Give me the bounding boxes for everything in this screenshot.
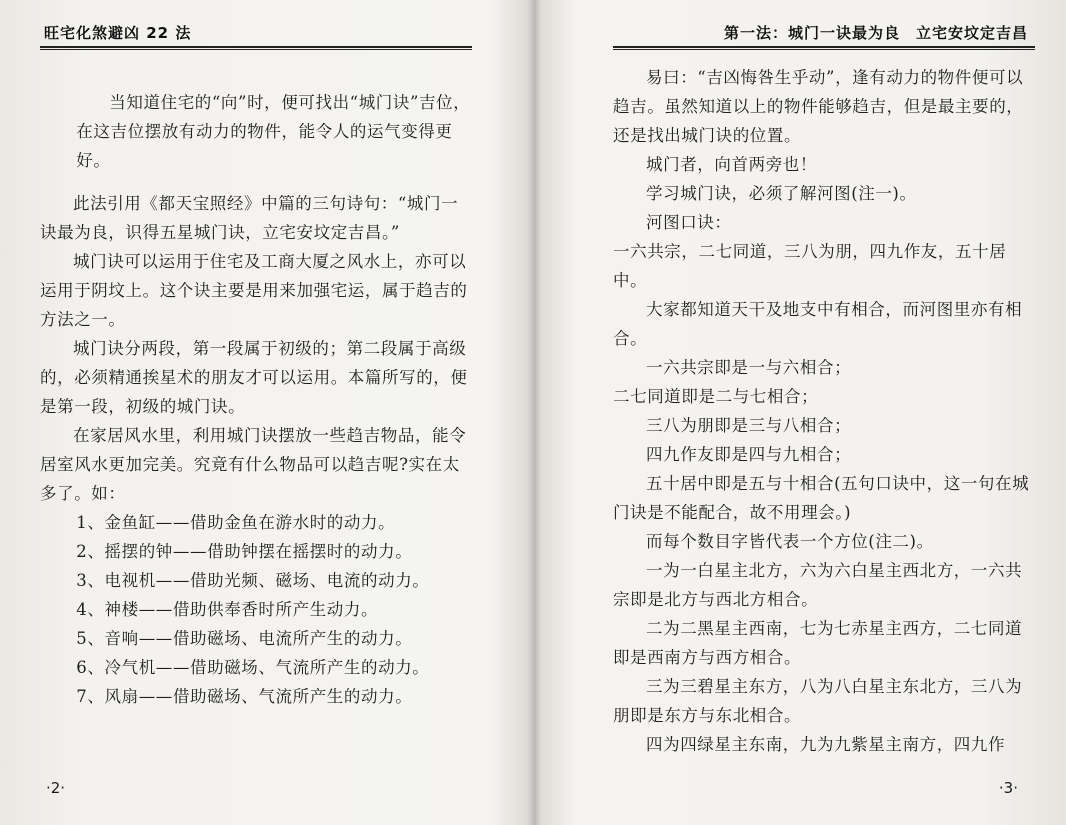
right-paragraph-12: 而每个数目字皆代表一个方位(注二)。 bbox=[646, 532, 934, 551]
right-page-body bbox=[613, 63, 1039, 759]
right-paragraph-4: 河图口诀： bbox=[646, 213, 732, 232]
list-item-4: 4、神楼——借助供奉香时所产生动力。 bbox=[76, 600, 379, 619]
right-page-number: ·3· bbox=[998, 779, 1018, 797]
left-paragraph-2: 城门诀可以运用于住宅及工商大厦之风水上，亦可以运用于阴坟上。这个诀主要是用来加强宅运，属于趋吉的方法之一。 bbox=[40, 252, 468, 329]
left-header-rule bbox=[40, 46, 472, 50]
right-paragraph-8: 二七同道即是二与七相合； bbox=[613, 387, 819, 406]
right-page bbox=[533, 0, 1066, 825]
right-paragraph-1: 易曰：“吉凶悔咎生乎动”，逢有动力的物件便可以趋吉。虽然知道以上的物件能够趋吉，但是最主要的，还是找出城门诀的位置。 bbox=[613, 68, 1024, 145]
right-paragraph-16: 四为四绿星主东南，九为九紫星主南方，四九作 bbox=[646, 735, 1006, 754]
right-paragraph-11: 五十居中即是五与十相合(五句口诀中，这一句在城门诀是不能配合，故不用理会。) bbox=[613, 474, 1030, 522]
left-page-number: ·2· bbox=[46, 779, 66, 797]
right-header-rule bbox=[613, 46, 1035, 50]
right-paragraph-6: 大家都知道天干及地支中有相合，而河图里亦有相合。 bbox=[613, 300, 1023, 348]
right-paragraph-15: 三为三碧星主东方，八为八白星主东北方，三八为朋即是东方与东北相合。 bbox=[613, 677, 1023, 725]
list-item-1: 1、金鱼缸——借助金鱼在游水时的动力。 bbox=[76, 513, 396, 532]
section-gap bbox=[40, 175, 472, 189]
right-paragraph-13: 一为一白星主北方，六为六白星主西北方，一六共宗即是北方与西北方相合。 bbox=[613, 561, 1023, 609]
left-paragraph-3: 城门诀分两段，第一段属于初级的；第二段属于高级的，必须精通挨星术的朋友才可以运用。本篇所写的，便是第一段，初级的城门诀。 bbox=[40, 339, 468, 416]
list-item-2: 2、摇摆的钟——借助钟摆在摇摆时的动力。 bbox=[76, 542, 413, 561]
right-running-head: 第一法：城门一诀最为良 立宅安坟定吉昌 bbox=[723, 24, 1028, 42]
right-paragraph-14: 二为二黑星主西南，七为七赤星主西方，二七同道即是西南方与西方相合。 bbox=[613, 619, 1023, 667]
right-paragraph-10: 四九作友即是四与九相合； bbox=[646, 445, 852, 464]
list-item-6: 6、冷气机——借助磁场、气流所产生的动力。 bbox=[76, 658, 430, 677]
right-paragraph-5: 一六共宗，二七同道，三八为朋，四九作友，五十居中。 bbox=[613, 242, 1007, 290]
right-paragraph-2: 城门者，向首两旁也！ bbox=[646, 155, 817, 174]
left-page-body bbox=[40, 88, 472, 711]
left-intro-paragraph: 当知道住宅的“向”时，便可找出“城门诀”吉位，在这吉位摆放有动力的物件，能令人的运气变得更好。 bbox=[76, 93, 471, 170]
right-paragraph-3: 学习城门诀，必须了解河图(注一)。 bbox=[646, 184, 917, 203]
list-item-5: 5、音响——借助磁场、电流所产生的动力。 bbox=[76, 629, 413, 648]
left-paragraph-4: 在家居风水里，利用城门诀摆放一些趋吉物品，能令居室风水更加完美。究竟有什么物品可以趋吉呢?实在太多了。如： bbox=[40, 426, 467, 503]
left-running-head: 旺宅化煞避凶 22 法 bbox=[44, 24, 192, 42]
list-item-3: 3、电视机——借助光频、磁场、电流的动力。 bbox=[76, 571, 430, 590]
right-paragraph-9: 三八为朋即是三与八相合； bbox=[646, 416, 852, 435]
list-item-7: 7、风扇——借助磁场、气流所产生的动力。 bbox=[76, 687, 413, 706]
right-paragraph-7: 一六共宗即是一与六相合； bbox=[646, 358, 852, 377]
left-paragraph-1: 此法引用《都天宝照经》中篇的三句诗句：“城门一诀最为良，识得五星城门诀，立宅安坟定吉昌。” bbox=[40, 194, 459, 242]
